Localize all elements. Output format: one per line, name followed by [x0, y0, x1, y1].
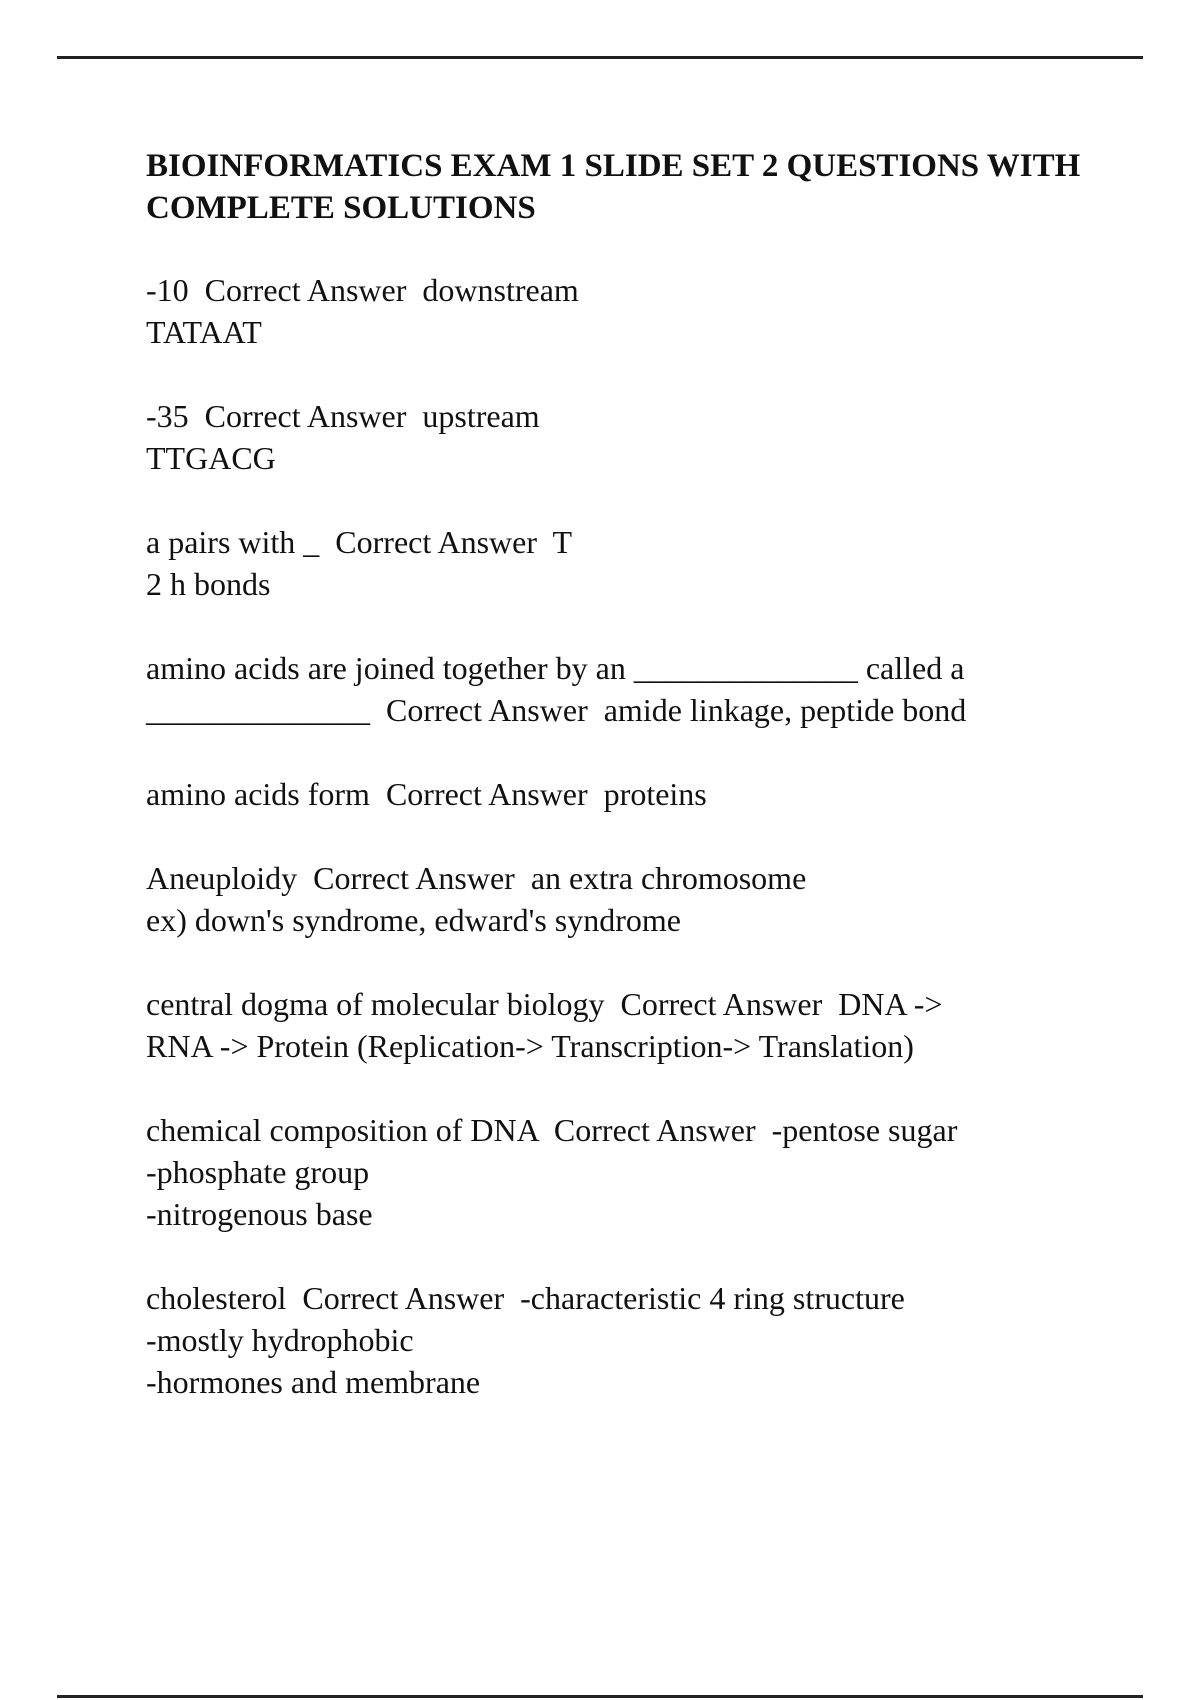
qa-line: chemical composition of DNA Correct Answer -pentose sugar — [146, 1112, 958, 1148]
bottom-divider — [57, 1695, 1143, 1698]
qa-entry — [146, 857, 1106, 941]
qa-line: Aneuploidy Correct Answer an extra chromosome — [146, 860, 807, 896]
qa-entry — [146, 647, 1106, 731]
qa-line: -35 Correct Answer upstream — [146, 398, 540, 434]
qa-line: central dogma of molecular biology Correct Answer DNA -> — [146, 986, 943, 1022]
qa-entry — [146, 269, 1106, 353]
top-divider — [57, 56, 1143, 59]
qa-line: TATAAT — [146, 314, 262, 350]
document-body — [146, 145, 1106, 1445]
qa-line: cholesterol Correct Answer -characteristic 4 ring structure — [146, 1280, 905, 1316]
qa-list — [146, 269, 1106, 1403]
document-title: BIOINFORMATICS EXAM 1 SLIDE SET 2 QUESTIONS WITH COMPLETE SOLUTIONS — [146, 148, 1081, 226]
qa-line: TTGACG — [146, 440, 276, 476]
qa-line: -10 Correct Answer downstream — [146, 272, 579, 308]
qa-line: a pairs with _ Correct Answer T — [146, 524, 572, 560]
qa-entry — [146, 395, 1106, 479]
qa-entry — [146, 521, 1106, 605]
qa-line: -nitrogenous base — [146, 1196, 373, 1232]
qa-line: RNA -> Protein (Replication-> Transcription-> Translation) — [146, 1028, 914, 1064]
qa-line: amino acids form Correct Answer proteins — [146, 776, 707, 812]
qa-line: 2 h bonds — [146, 566, 271, 602]
qa-line: -phosphate group — [146, 1154, 370, 1190]
qa-entry — [146, 983, 1106, 1067]
qa-line: ex) down's syndrome, edward's syndrome — [146, 902, 681, 938]
qa-line: ______________ Correct Answer amide linkage, peptide bond — [146, 692, 967, 728]
qa-line: amino acids are joined together by an ______________ called a — [146, 650, 965, 686]
qa-entry — [146, 1109, 1106, 1235]
qa-line: -mostly hydrophobic — [146, 1322, 414, 1358]
qa-line: -hormones and membrane — [146, 1364, 481, 1400]
qa-entry — [146, 773, 1106, 815]
qa-entry — [146, 1277, 1106, 1403]
